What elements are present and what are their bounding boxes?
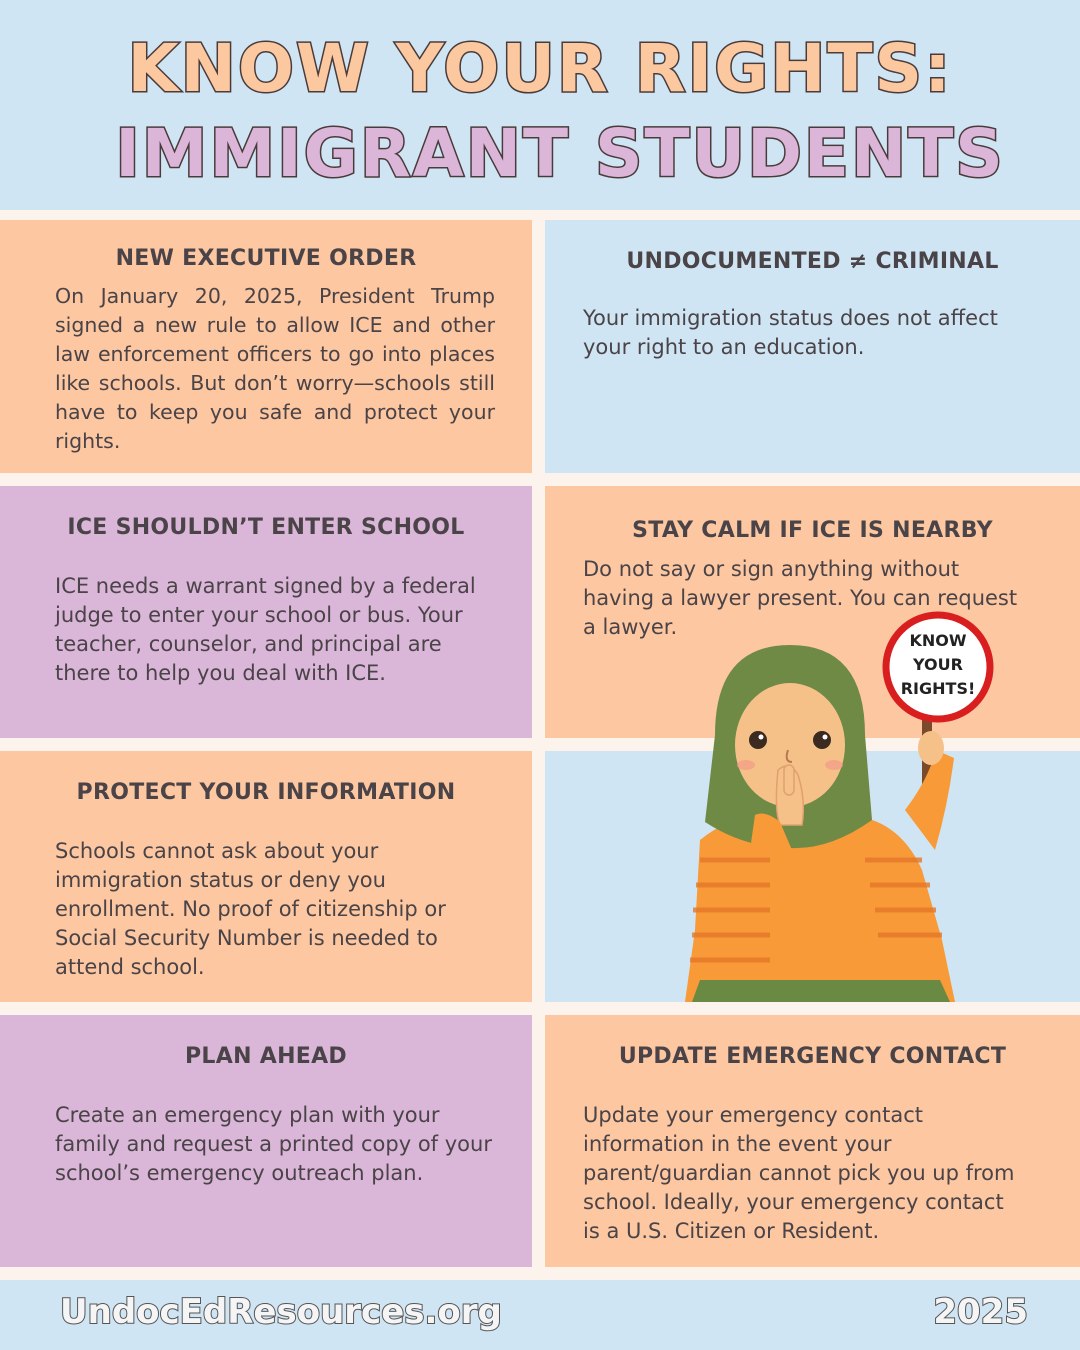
heading-plan-ahead: PLAN AHEAD bbox=[185, 1044, 347, 1069]
title-line-2: IMMIGRANT STUDENTS bbox=[115, 115, 1005, 192]
heading-stay-calm: STAY CALM IF ICE IS NEARBY bbox=[632, 518, 993, 543]
body-protect-info: Schools cannot ask about your immigration status or deny you enrollment. No proof of citizenship or Social Security Number is needed to attend school. bbox=[55, 839, 446, 979]
sign-text-3: RIGHTS! bbox=[900, 679, 976, 698]
panel-executive-order bbox=[0, 220, 532, 473]
body-plan-ahead: Create an emergency plan with your family and request a printed copy of your school’s emergency outreach plan. bbox=[55, 1103, 492, 1185]
panel-ice-school bbox=[0, 486, 532, 738]
heading-emergency-contact: UPDATE EMERGENCY CONTACT bbox=[618, 1044, 1007, 1069]
panel-undocumented bbox=[545, 220, 1080, 473]
sign-text-1: KNOW bbox=[909, 631, 967, 650]
panel-protect-info bbox=[0, 751, 532, 1002]
panel-plan-ahead bbox=[0, 1015, 532, 1267]
website-link[interactable]: UndocEdResources.org bbox=[60, 1292, 502, 1332]
body-executive-order: On January 20, 2025, President Trump signed a new rule to allow ICE and other law enforcement officers to go into places like schools. But don’t worry—schools still have to keep you safe and protect your rights. bbox=[55, 284, 495, 453]
heading-ice-school: ICE SHOULDN’T ENTER SCHOOL bbox=[67, 515, 465, 540]
panel-emergency-contact bbox=[545, 1015, 1080, 1267]
sign-text-2: YOUR bbox=[913, 655, 963, 674]
heading-undocumented: UNDOCUMENTED ≠ CRIMINAL bbox=[626, 249, 999, 274]
left-eye bbox=[749, 731, 767, 749]
heading-executive-order: NEW EXECUTIVE ORDER bbox=[115, 246, 417, 271]
girl-with-sign-illustration bbox=[660, 610, 1020, 1005]
heading-protect-info: PROTECT YOUR INFORMATION bbox=[76, 780, 456, 805]
body-emergency-contact: Update your emergency contact information in the event your parent/guardian cannot pick you up from school. Ideally, your emergency contact is a U.S. Citizen or Resident. bbox=[583, 1103, 1015, 1243]
body-stay-calm: Do not say or sign anything without having a lawyer present. You can request a lawyer. bbox=[583, 557, 1018, 639]
footer bbox=[0, 1280, 1080, 1350]
header bbox=[0, 0, 1080, 210]
title-line-1: KNOW YOUR RIGHTS: bbox=[127, 30, 953, 107]
body-undocumented: Your immigration status does not affect your right to an education. bbox=[583, 306, 998, 359]
hand-holding-sign bbox=[918, 731, 944, 765]
body-ice-school: ICE needs a warrant signed by a federal judge to enter your school or bus. Your teacher, counselor, and principal are there to help you deal with ICE. bbox=[55, 574, 476, 685]
skirt bbox=[692, 980, 950, 1002]
year-label: 2025 bbox=[933, 1292, 1028, 1332]
right-eye bbox=[813, 731, 831, 749]
